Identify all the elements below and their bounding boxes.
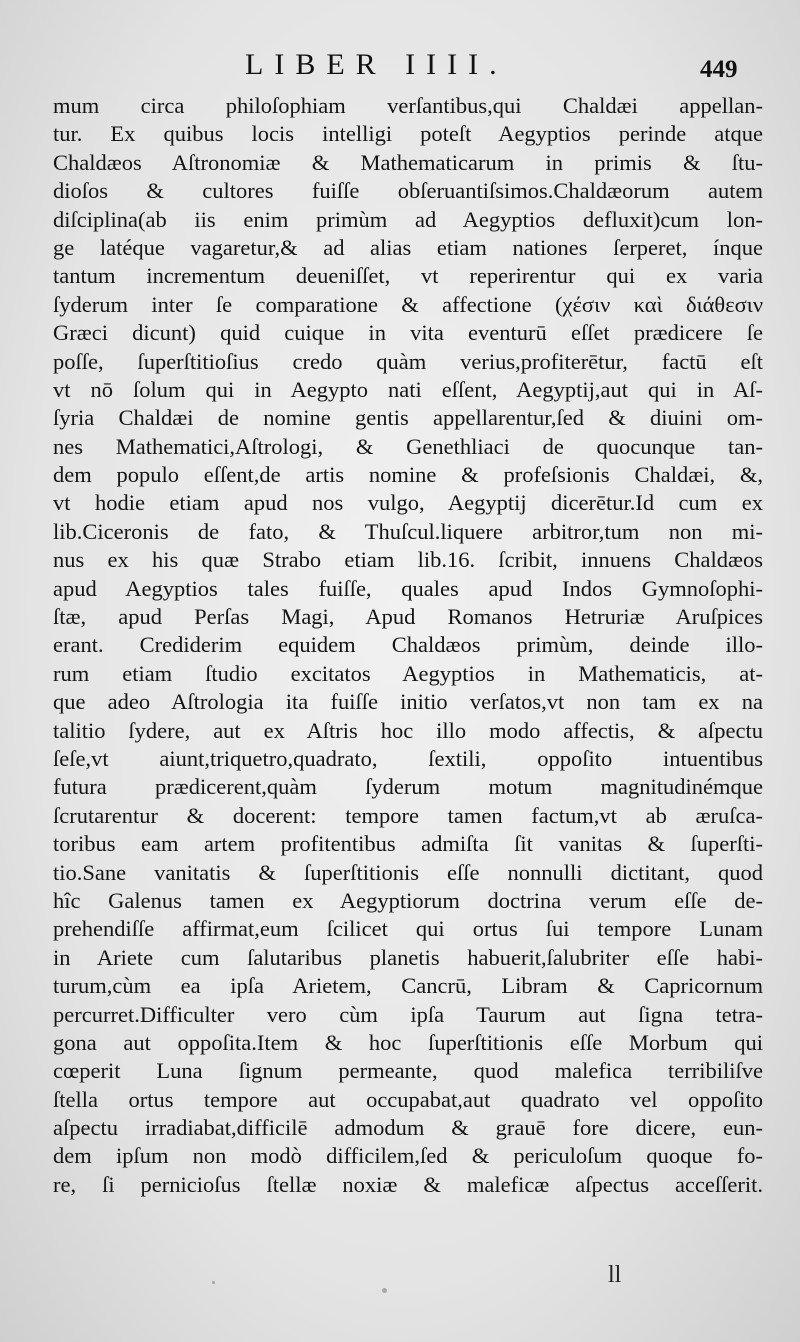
- text-line: hîc Galenus tamen ex Aegyptiorum doctrina verum eſſe de-: [53, 887, 763, 913]
- text-line: ſyderum inter ſe comparatione & affectione (χέσιν καὶ διάθεσιν: [53, 291, 763, 317]
- text-line: futura prædicerent,quàm ſyderum motum magnitudinémque: [53, 774, 763, 800]
- text-line: tur. Ex quibus locis intelligi poteſt Aegyptios perinde atque: [53, 121, 763, 147]
- text-line: erant. Crediderim equidem Chaldæos primùm, deinde illo-: [53, 632, 763, 658]
- text-line: toribus eam artem profitentibus admiſta ſit vanitas & ſuperſti-: [53, 831, 763, 857]
- text-line: cœperit Luna ſignum permeante, quod malefica terribiliſve: [53, 1058, 763, 1084]
- text-line: tantum incrementum deueniſſet, vt reperirentur qui ex varia: [53, 263, 763, 289]
- text-line: re, ſi pernicioſus ſtellæ noxiæ & maleficæ aſpectus acceſſerit.: [53, 1171, 763, 1197]
- text-line: Chaldæos Aſtronomiæ & Mathematicarum in primis & ſtu-: [53, 149, 763, 175]
- text-line: gona aut oppoſita.Item & hoc ſuperſtitionis eſſe Morbum qui: [53, 1029, 763, 1055]
- text-line: tio.Sane vanitatis & ſuperſtitionis eſſe nonnulli dictitant, quod: [53, 859, 763, 885]
- text-line: nus ex his quæ Strabo etiam lib.16. ſcribit, innuens Chaldæos: [53, 547, 763, 573]
- text-line: poſſe, ſuperſtitioſius credo quàm verius,profiterētur, factū eſt: [53, 348, 763, 374]
- page-number: 449: [700, 56, 738, 83]
- text-line: vt hodie etiam apud nos vulgo, Aegyptij dicerētur.Id cum ex: [53, 490, 763, 516]
- text-line: ſtella ortus tempore aut occupabat,aut quadrato vel oppoſito: [53, 1086, 763, 1112]
- text-line: percurret.Difficulter vero cùm ipſa Taurum aut ſigna tetra-: [53, 1001, 763, 1027]
- text-line: que adeo Aſtrologia ita fuiſſe initio verſatos,vt non tam ex na: [53, 689, 763, 715]
- text-line: ſeſe,vt aiunt,triquetro,quadrato, ſextili, oppoſito intuentibus: [53, 745, 763, 771]
- text-line: vt nō ſolum qui in Aegypto nati eſſent, Aegyptij,aut qui in Aſ-: [53, 376, 763, 402]
- body-text: [53, 92, 763, 1199]
- text-line: diſciplina(ab iis enim primùm ad Aegyptios defluxit)cum lon-: [53, 206, 763, 232]
- text-line: dem ipſum non modò difficilem,ſed & periculoſum quoque fo-: [53, 1143, 763, 1169]
- text-line: lib.Ciceronis de fato, & Thuſcul.liquere arbitror,tum non mi-: [53, 518, 763, 544]
- page-header: [0, 48, 800, 92]
- running-head: LIBER IIII.: [245, 48, 508, 81]
- text-line: nes Mathematici,Aſtrologi, & Genethliaci de quocunque tan-: [53, 433, 763, 459]
- text-line: in Ariete cum ſalutaribus planetis habuerit,ſalubriter eſſe habi-: [53, 944, 763, 970]
- signature-mark: ll: [608, 1262, 622, 1288]
- text-line: ſcrutarentur & docerent: tempore tamen factum,vt ab æruſca-: [53, 802, 763, 828]
- text-line: mum circa philoſophiam verſantibus,qui Chaldæi appellan-: [53, 93, 763, 118]
- text-line: Græci dicunt) quid cuique in vita eventurū eſſet prædicere ſe: [53, 320, 763, 346]
- text-line: apud Aegyptios tales fuiſſe, quales apud Indos Gymnoſophi-: [53, 575, 763, 601]
- ink-speck: [212, 1281, 215, 1284]
- text-line: ſyria Chaldæi de nomine gentis appellarentur,ſed & diuini om-: [53, 405, 763, 431]
- text-line: talitio ſydere, aut ex Aſtris hoc illo modo affectis, & aſpectu: [53, 717, 763, 743]
- text-line: dem populo eſſent,de artis nomine & profeſsionis Chaldæi, &,: [53, 462, 763, 488]
- text-line: rum etiam ſtudio excitatos Aegyptios in Mathematicis, at-: [53, 660, 763, 686]
- ink-speck: [382, 1288, 387, 1293]
- text-line: ge latéque vagaretur,& ad alias etiam nationes ſerperet, ínque: [53, 234, 763, 260]
- text-line: ſtæ, apud Perſas Magi, Apud Romanos Hetruriæ Aruſpices: [53, 604, 763, 630]
- text-line: dioſos & cultores fuiſſe obſeruantiſsimos.Chaldæorum autem: [53, 178, 763, 204]
- text-line: prehendiſſe affirmat,eum ſcilicet qui ortus ſui tempore Lunam: [53, 916, 763, 942]
- text-line: turum,cùm ea ipſa Arietem, Cancrū, Libram & Capricornum: [53, 973, 763, 999]
- text-line: aſpectu irradiabat,difficilē admodum & grauē fore dicere, eun-: [53, 1115, 763, 1141]
